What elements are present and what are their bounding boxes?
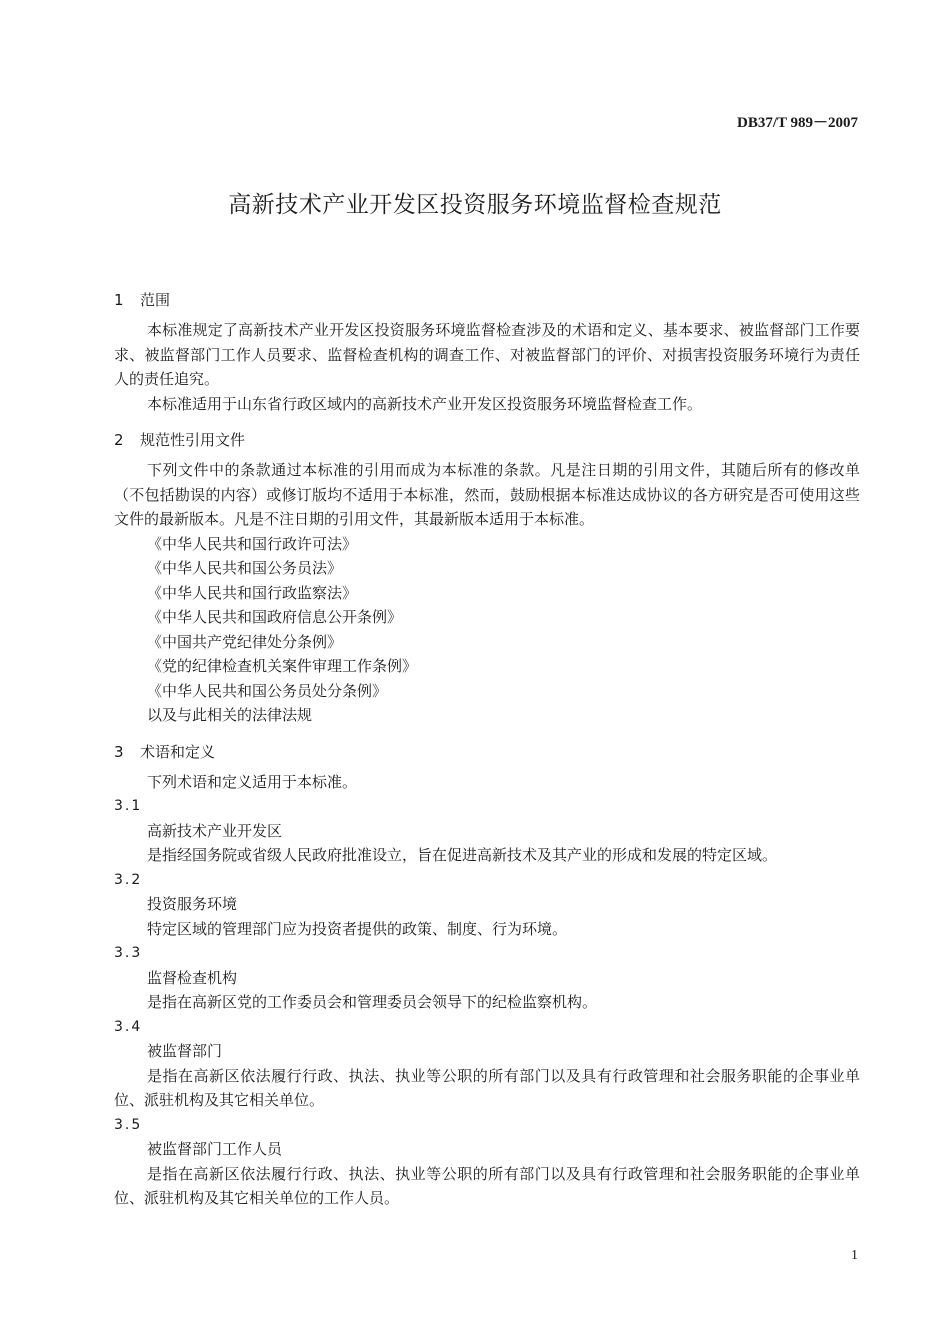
section-number: 3: [114, 742, 124, 761]
section-number: 2: [114, 431, 124, 449]
term-number: 3.1: [114, 798, 143, 814]
reference-item: 以及与此相关的法律法规: [147, 706, 313, 724]
paragraph: 本标准规定了高新技术产业开发区投资服务环境监督检查涉及的术语和定义、基本要求、被监督部门工作要求、被监督部门工作人员要求、监督检查机构的调查工作、对被监督部门的评价、对损害投资服务环境行为责任人的责任追究。: [114, 321, 860, 388]
reference-item: 《中华人民共和国行政许可法》: [147, 534, 358, 553]
paragraph: 本标准适用于山东省行政区域内的高新技术产业开发区投资服务环境监督检查工作。: [147, 394, 703, 413]
term-name: 监督检查机构: [147, 968, 238, 987]
term-definition: 是指在高新区党的工作委员会和管理委员会领导下的纪检监察机构。: [147, 993, 598, 1011]
reference-item: 《中国共产党纪律处分条例》: [147, 632, 343, 651]
section-title: 术语和定义: [140, 742, 216, 761]
reference-item: 《中华人民共和国公务员处分条例》: [147, 681, 388, 700]
paragraph: 下列文件中的条款通过本标准的引用而成为本标准的条款。凡是注日期的引用文件，其随后所有的修改单（不包括勘误的内容）或修订版均不适用于本标准，然而，鼓励根据本标准达成协议的各方研究是否可使用这些文件的最新版本。凡是不注日期的引用文件，其最新版本适用于本标准。: [114, 461, 860, 528]
section-2-heading: [114, 428, 860, 452]
term-name: 被监督部门工作人员: [147, 1140, 283, 1158]
page-number: 1: [851, 1248, 858, 1263]
section-title: 规范性引用文件: [140, 431, 246, 449]
term-name: 被监督部门: [147, 1042, 223, 1060]
paragraph: 下列术语和定义适用于本标准。: [147, 772, 358, 791]
reference-item: 《中华人民共和国行政监察法》: [147, 583, 358, 602]
section-title: 范围: [140, 291, 171, 309]
section-1-heading: [114, 288, 860, 312]
section-number: 1: [114, 291, 124, 309]
term-name: 投资服务环境: [147, 895, 238, 913]
term-definition: 是指经国务院或省级人民政府批准设立，旨在促进高新技术及其产业的形成和发展的特定区域。: [147, 846, 778, 864]
term-definition: 是指在高新区依法履行行政、执法、执业等公职的所有部门以及具有行政管理和社会服务职能的企事业单位、派驻机构及其它相关单位。: [114, 1066, 860, 1109]
term-number: 3.5: [114, 1116, 143, 1133]
document-title: 高新技术产业开发区投资服务环境监督检查规范: [228, 192, 722, 218]
reference-item: 《中华人民共和国公务员法》: [147, 559, 343, 577]
term-number: 3.2: [114, 871, 143, 888]
reference-item: 《党的纪律检查机关案件审理工作条例》: [147, 657, 418, 675]
term-number: 3.4: [114, 1018, 143, 1035]
standard-code: DB37/T 989－2007: [737, 115, 858, 131]
term-number: 3.3: [114, 945, 143, 961]
section-3-heading: [114, 740, 860, 764]
term-definition: 特定区域的管理部门应为投资者提供的政策、制度、行为环境。: [147, 919, 568, 938]
reference-item: 《中华人民共和国政府信息公开条例》: [147, 608, 403, 626]
term-name: 高新技术产业开发区: [147, 821, 283, 840]
document-body: [114, 278, 860, 1211]
term-definition: 是指在高新区依法履行行政、执法、执业等公职的所有部门以及具有行政管理和社会服务职能的企事业单位、派驻机构及其它相关单位的工作人员。: [114, 1164, 860, 1207]
